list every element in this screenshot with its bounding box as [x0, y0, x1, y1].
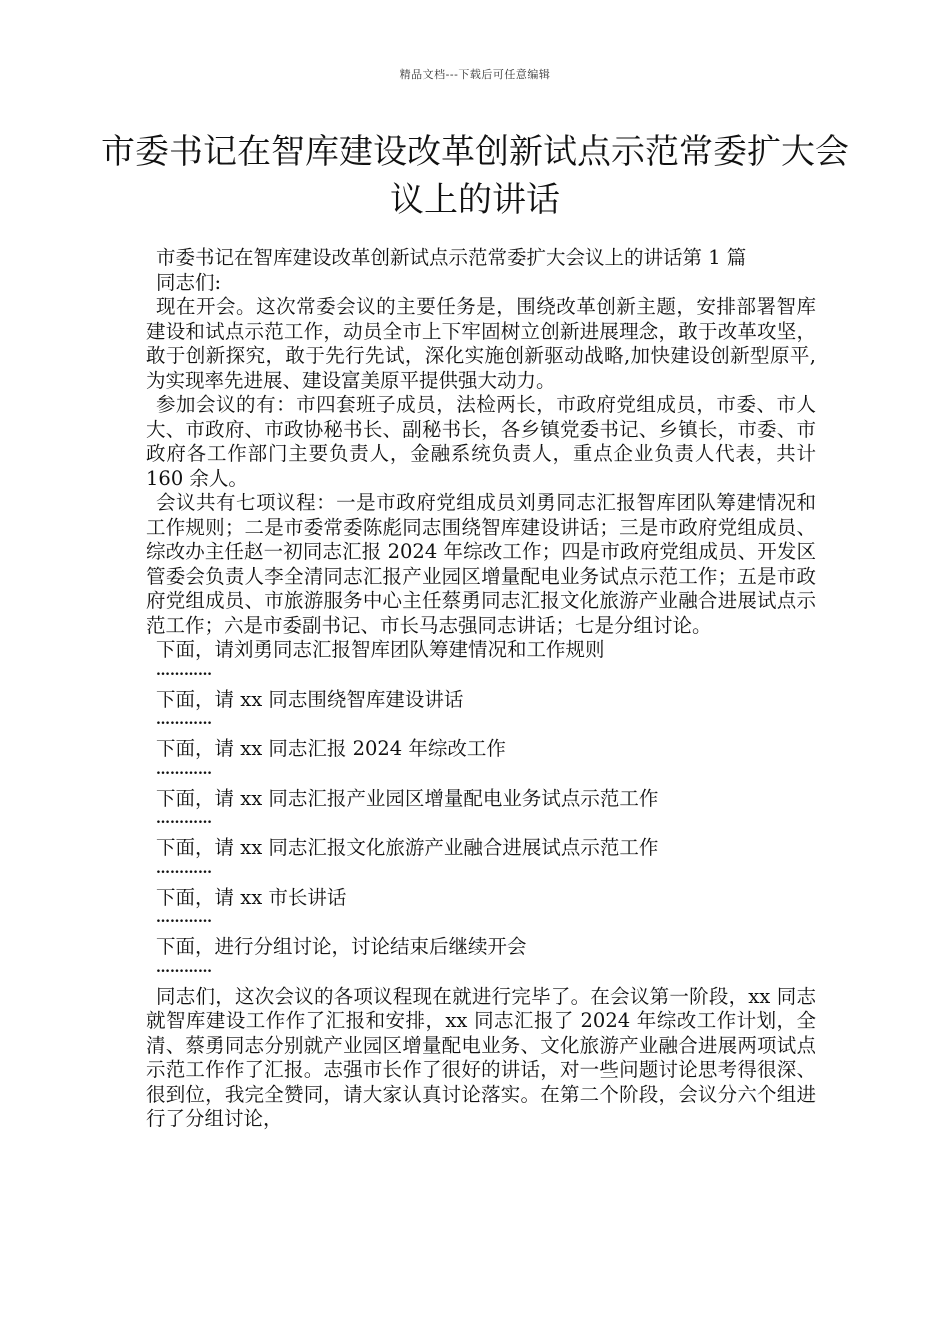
agenda-item: 下面，请 xx 同志汇报文化旅游产业融合进展试点示范工作 [156, 836, 659, 859]
agenda-item: 下面，请刘勇同志汇报智库团队筹建情况和工作规则 [156, 638, 605, 661]
greeting: 同志们: [156, 270, 222, 294]
agenda-item: 下面，请 xx 同志汇报 2024 年综改工作 [156, 737, 506, 760]
agenda-item: 下面，请 xx 市长讲话 [156, 885, 347, 909]
document-title: 市委书记在智库建设改革创新试点示范常委扩大会议上的讲话 [101, 132, 849, 220]
paragraph-agenda: 会议共有七项议程：一是市政府党组成员刘勇同志汇报智库团队筹建情况和工作规则；二是市委常委陈彪同志围绕智库建设讲话；三是市政府党组成员、综改办主任赵一初同志汇报 2024 年综改工作；四是市政府党组成员、开发区管委会负责人李全清同志汇报产业园区增量配电业务试点示范工作；五是市政府党组成员、市旅游服务中心主任蔡勇同志汇报文化旅游产业融合进展试点示范工作；六是市委副书记、市长马志强同志讲话；七是分组讨论。 [146, 491, 816, 637]
paragraph-opening: 现在开会。这次常委会议的主要任务是，围绕改革创新主题，安排部署智库建设和试点示范工作，动员全市上下牢固树立创新进展理念，敢于改革攻坚，敢于创新探究，敢于先行先试，深化实施创新驱动战略,加快建设创新型原平,为实现率先进展、建设富美原平提供强大动力。 [146, 295, 816, 392]
document-body [146, 246, 816, 1132]
ellipsis-dots: ………… [156, 959, 212, 976]
agenda-item: 下面，请 xx 同志围绕智库建设讲话 [156, 687, 464, 711]
agenda-item: 下面，进行分组讨论，讨论结束后继续开会 [156, 935, 527, 958]
ellipsis-dots: ………… [156, 712, 212, 728]
header-note: 精品文档---下载后可任意编辑 [399, 68, 551, 81]
ellipsis-dots: ………… [156, 811, 212, 827]
ellipsis-dots: ………… [156, 860, 212, 877]
subtitle-line: 市委书记在智库建设改革创新试点示范常委扩大会议上的讲话第 1 篇 [156, 246, 747, 269]
agenda-item: 下面，请 xx 同志汇报产业园区增量配电业务试点示范工作 [156, 786, 659, 810]
ellipsis-dots: ………… [156, 761, 212, 778]
paragraph-attendees: 参加会议的有：市四套班子成员，法检两长，市政府党组成员，市委、市人大、市政府、市政协秘书长、副秘书长，各乡镇党委书记、乡镇长，市委、市政府各工作部门主要负责人，金融系统负责人，重点企业负责人代表，共计 160 余人。 [146, 393, 816, 490]
ellipsis-dots: ………… [156, 662, 212, 679]
paragraph-closing: 同志们，这次会议的各项议程现在就进行完毕了。在会议第一阶段，xx 同志就智库建设工作作了汇报和安排，xx 同志汇报了 2024 年综改工作计划，全清、蔡勇同志分别就产业园区增量配电业务、文化旅游产业融合进展两项试点示范工作作了汇报。志强市长作了很好的讲话，对一些问题讨论思考得很深、很到位，我完全赞同，请大家认真讨论落实。在第二个阶段，会议分六个组进行了分组讨论， [146, 984, 816, 1130]
ellipsis-dots: ………… [156, 910, 212, 926]
